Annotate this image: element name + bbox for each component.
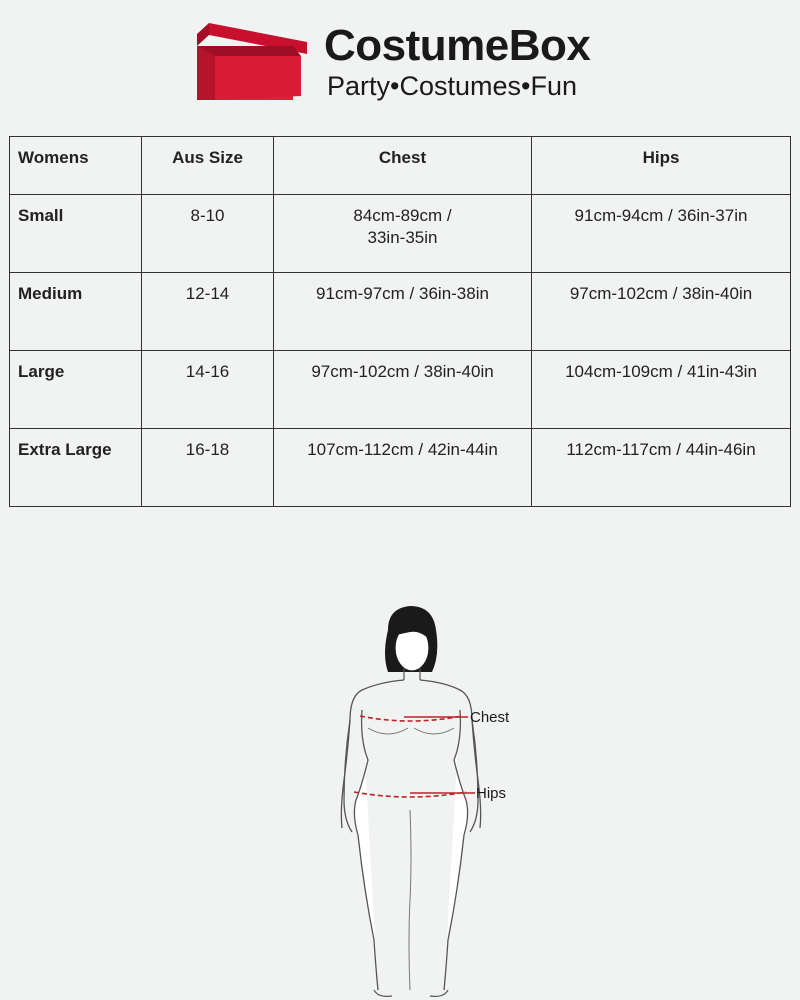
aus-size: 8-10 xyxy=(142,195,274,273)
chest-measure: 107cm-112cm / 42in-44in xyxy=(274,429,532,507)
size-label: Medium xyxy=(10,273,142,351)
chest-measure: 84cm-89cm / 33in-35in xyxy=(274,195,532,273)
header-aus-size: Aus Size xyxy=(142,137,274,195)
aus-size: 14-16 xyxy=(142,351,274,429)
hips-measure: 112cm-117cm / 44in-46in xyxy=(532,429,791,507)
table-header-row xyxy=(10,137,791,195)
chest-measure: 91cm-97cm / 36in-38in xyxy=(274,273,532,351)
table-row xyxy=(10,429,791,507)
size-label: Extra Large xyxy=(10,429,142,507)
table-row xyxy=(10,195,791,273)
size-chart-table xyxy=(9,136,791,507)
hips-measure: 97cm-102cm / 38in-40in xyxy=(532,273,791,351)
brand-name: CostumeBox xyxy=(324,21,591,70)
size-label: Small xyxy=(10,195,142,273)
aus-size: 16-18 xyxy=(142,429,274,507)
size-label: Large xyxy=(10,351,142,429)
header xyxy=(0,0,800,120)
hips-measure: 91cm-94cm / 36in-37in xyxy=(532,195,791,273)
table-row xyxy=(10,273,791,351)
header-chest: Chest xyxy=(274,137,532,195)
table-row xyxy=(10,351,791,429)
box-icon xyxy=(195,20,307,102)
hips-measure: 104cm-109cm / 41in-43in xyxy=(532,351,791,429)
brand-tagline: Party•Costumes•Fun xyxy=(327,71,577,101)
chest-measure: 97cm-102cm / 38in-40in xyxy=(274,351,532,429)
chest-label: Chest xyxy=(470,709,510,726)
hips-label: Hips xyxy=(476,785,507,802)
header-hips: Hips xyxy=(532,137,791,195)
header-womens: Womens xyxy=(10,137,142,195)
aus-size: 12-14 xyxy=(142,273,274,351)
